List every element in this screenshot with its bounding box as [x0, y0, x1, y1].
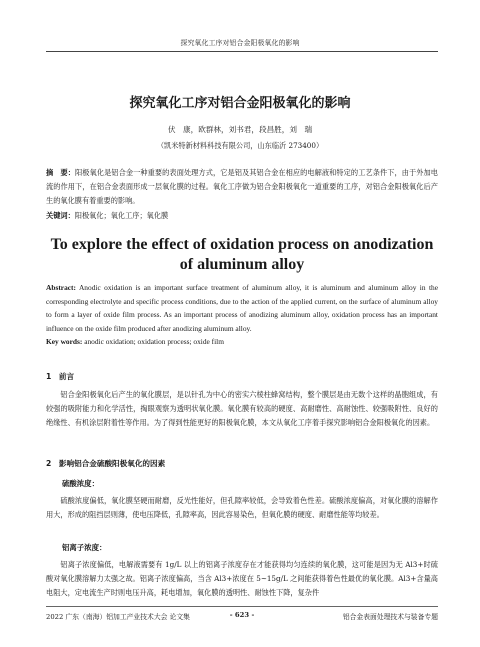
abstract-text-cn: 阳极氧化是铝合金一种重要的表面处理方式，它是铝及其铝合金在相应的电解液和特定的工艺条件下，由于外加电流的作用下，在铝合金表面形成一层氧化膜的过程。氧化工序做为铝合金阳极氧化一道重要的工序，对铝合金阳极氧化后产生的氧化膜有着重要的影响。	[46, 168, 438, 205]
keywords-label-en: Key words:	[46, 337, 83, 346]
chinese-abstract	[46, 166, 438, 208]
section-2-heading: 2 影响铝合金硫酸阳极氧化的因素	[46, 459, 166, 468]
author-list: 伏 康，欧群林，刘书君，段昌胜，刘 瑞	[167, 125, 313, 134]
subsection-sulfuric-acid-paragraph: 硫酸浓度偏低，氧化膜坚硬而耐磨，反光性能好，但孔隙率较低，会导致着色性差。硫酸浓度偏高，对氧化膜的溶解作用大，形成的阻挡层则薄，使电压降低，孔隙率高，因此容易染色，但氧化膜的硬度、耐磨性能等均较差。	[46, 496, 438, 519]
english-keywords	[46, 335, 438, 349]
english-abstract	[46, 281, 438, 335]
abstract-label-en: Abstract:	[46, 283, 76, 292]
page-number: - 623 -	[229, 611, 255, 619]
abstract-label-cn: 摘 要：	[46, 168, 76, 177]
keywords-text-cn: 阳极氧化；氧化工序；氧化膜	[74, 211, 169, 220]
keywords-text-en: anodic oxidation; oxidation process; oxide film	[82, 337, 224, 346]
running-head: 探究氧化工序对铝合金阳极氧化的影响	[180, 39, 300, 47]
abstract-text-en: Anodic oxidation is an important surface treatment of aluminum alloy, it is aluminum and aluminum alloy in the corresponding electrolyte and specific process conditions, due to the action of the applied current, on the surface of aluminum alloy to form a layer of oxide film process. As an important process of anodizing aluminum alloy, oxidation process has an important influence on the oxide film produced after anodizing aluminum alloy.	[46, 283, 438, 333]
header-rule	[46, 51, 438, 52]
affiliation: （凯米特新材料科技有限公司，山东临沂 273400）	[156, 141, 324, 150]
footer-rule	[46, 606, 438, 607]
english-title: To explore the effect of oxidation process on anodization of aluminum alloy	[50, 236, 434, 273]
subsection-sulfuric-acid-heading: 硫酸浓度：	[62, 479, 99, 488]
chinese-title: 探究氧化工序对铝合金阳极氧化的影响	[129, 96, 351, 111]
footer-left: 2022 广东（南海）铝加工产业技术大会 论文集	[46, 613, 190, 621]
subsection-aluminum-ion-paragraph: 铝离子浓度偏低，电解液需要有 1g/L 以上的铝离子浓度存在才能获得均匀连续的氧化膜，这可能是因为无 Al3+时硫酸对氧化膜溶解力太强之故。铝离子浓度偏高，当含 Al3+浓度在 5~15g/L 之间能获得着色性最优的氧化膜。Al3+含量高电阻大，定电流生产时则电压升高，耗电增加，氧化膜的透明性、耐蚀性下降，复杂件	[46, 560, 438, 597]
section-1-heading: 1 前言	[46, 372, 75, 381]
footer-right: 铝合金表面处理技术与装备专题	[342, 613, 438, 621]
chinese-keywords	[46, 209, 438, 223]
section-1-paragraph: 铝合金阳极氧化后产生的氧化膜层，是以针孔为中心的密实六棱柱蜂窝结构，整个膜层是由无数个这样的晶胞组成，有较强的吸附能力和化学活性，掏眼观察为透明状氧化膜。氧化膜有较高的硬度、高耐磨性、高耐蚀性、较强吸附性、良好的绝缘性、有机涂层附着性等作用。为了得到性能更好的阳极氧化膜，本文从氧化工序着手探究影响铝合金阳极氧化的因素。	[46, 390, 438, 427]
subsection-aluminum-ion-heading: 铝离子浓度：	[62, 543, 107, 552]
keywords-label-cn: 关键词：	[46, 211, 75, 220]
